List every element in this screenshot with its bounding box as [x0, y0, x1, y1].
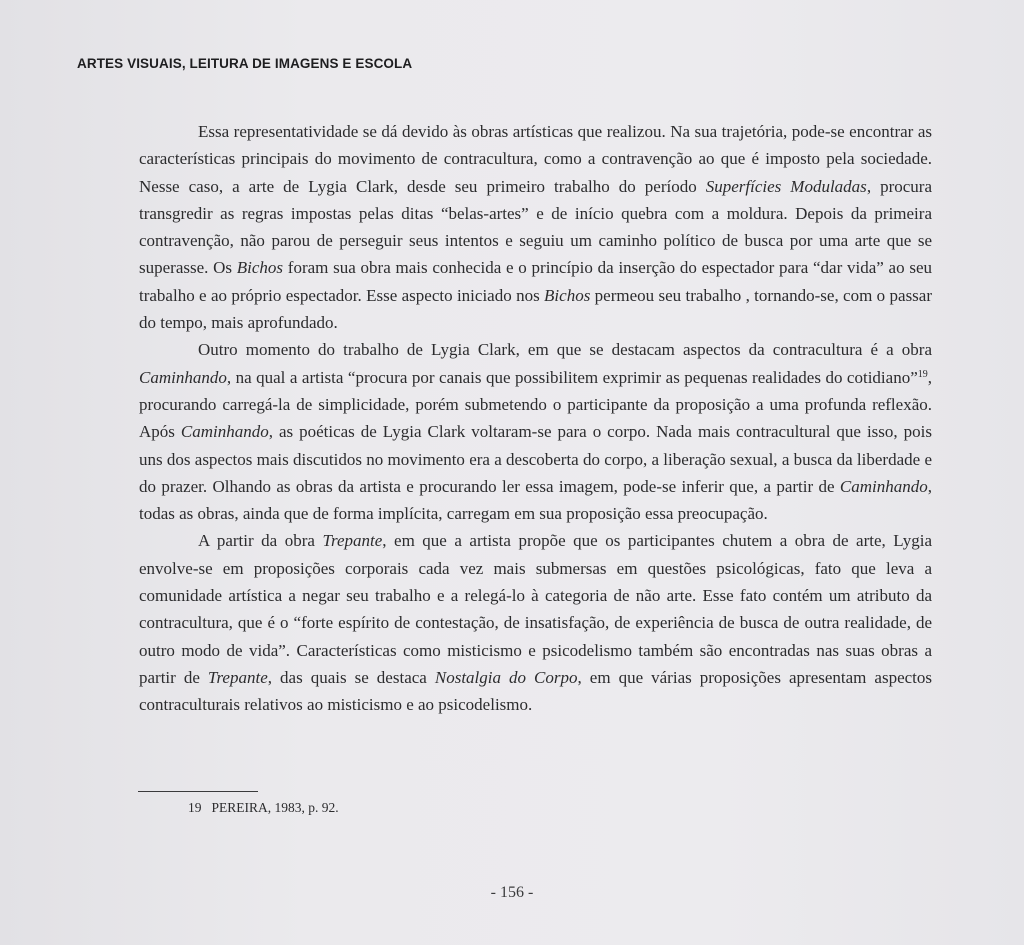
p3-text-c: , em que a artista propõe que os participantes chutem a obra de arte, Lygia envolve-se em proposições corporais cada vez mais submersas em questões psicológicas, fato que leva a comunidade artística a negar seu trabalho e a relegá-lo à categoria de não arte. Esse fato contém um atributo da contracultura, que é o “forte espírito de contestação, de insatisfação, de experiência de busca de outra realidade, de outro modo de vida”. Características como misticismo e psicodelismo também são encontradas nas suas obras a partir de	[139, 531, 933, 687]
paragraph-2	[139, 336, 932, 527]
footnote	[188, 800, 339, 816]
p2-text-h: , todas as obras, ainda que de forma implícita, carregam em sua proposição essa preocupação.	[139, 476, 932, 524]
footnote-text: PEREIRA, 1983, p. 92.	[211, 800, 339, 815]
footnote-divider	[138, 791, 258, 792]
p2-text-d: , procurando carregá-la de simplicidade, porém submetendo o participante da proposição a uma profunda reflexão. Após	[139, 367, 932, 442]
footnote-number: 19	[188, 800, 202, 815]
p3-text-g: , em que várias proposições apresentam aspectos contraculturais relativos ao misticismo e ao psicodelismo.	[139, 667, 933, 715]
p1-italic-bichos-2: Bichos	[544, 285, 591, 305]
p2-italic-caminhando-2: Caminhando	[180, 422, 269, 442]
running-head: ARTES VISUAIS, LEITURA DE IMAGENS E ESCOLA	[77, 56, 413, 71]
body-text	[139, 118, 932, 719]
p1-text-c: , procura transgredir as regras impostas pelas ditas “belas-artes” e de início quebra com a moldura. Depois da primeira contravenção, não parou de perseguir seus intentos e seguiu um caminho político de busca por uma arte que se superasse. Os	[139, 176, 933, 278]
p3-italic-trepante: Trepante	[322, 531, 383, 551]
footnote-ref-19[interactable]: 19	[917, 368, 928, 380]
p2-text-f: , as poéticas de Lygia Clark voltaram-se para o corpo. Nada mais contracultural que isso, pois uns dos aspectos mais discutidos no movimento era a descoberta do corpo, a liberação sexual, a busca da liberdade e do prazer. Olhando as obras da artista e procurando ler essa imagem, pode-se inferir que, a partir de	[139, 422, 932, 496]
paragraph-1	[139, 118, 932, 336]
p1-italic-superficies-moduladas: Superfícies Moduladas	[705, 176, 867, 196]
p2-italic-caminhando-3: Caminhando	[839, 476, 928, 496]
p2-text-a: Outro momento do trabalho de Lygia Clark, em que se destacam aspectos da contracultura é a obra	[198, 340, 932, 360]
p1-text-a: Essa representatividade se dá devido às obras artísticas que realizou. Na sua trajetória, pode-se encontrar as características principais do movimento de contracultura, como a contravenção ao que é imposto pela sociedade. Nesse caso, a arte de Lygia Clark, desde seu primeiro trabalho do período	[139, 122, 932, 196]
p2-text-c: , na qual a artista “procura por canais que possibilitem exprimir as pequenas realidades do cotidiano”	[226, 367, 918, 387]
p3-italic-nostalgia-do-corpo: Nostalgia do Corpo	[434, 667, 578, 687]
page-number: - 156 -	[490, 884, 534, 901]
p1-text-g: permeou seu trabalho , tornando-se, com o passar do tempo, mais aprofundado.	[139, 285, 933, 333]
p2-italic-caminhando: Caminhando	[139, 367, 227, 387]
p3-text-a: A partir da obra	[198, 531, 323, 551]
p1-text-e: foram sua obra mais conhecida e o princípio da inserção do espectador para “dar vida” ao seu trabalho e ao próprio espectador. Esse aspecto iniciado nos	[139, 258, 932, 305]
p3-italic-trepante-2: Trepante	[207, 667, 268, 687]
p3-text-e: , das quais se destaca	[267, 667, 435, 687]
paragraph-3	[139, 527, 932, 718]
p1-italic-bichos: Bichos	[236, 258, 284, 278]
